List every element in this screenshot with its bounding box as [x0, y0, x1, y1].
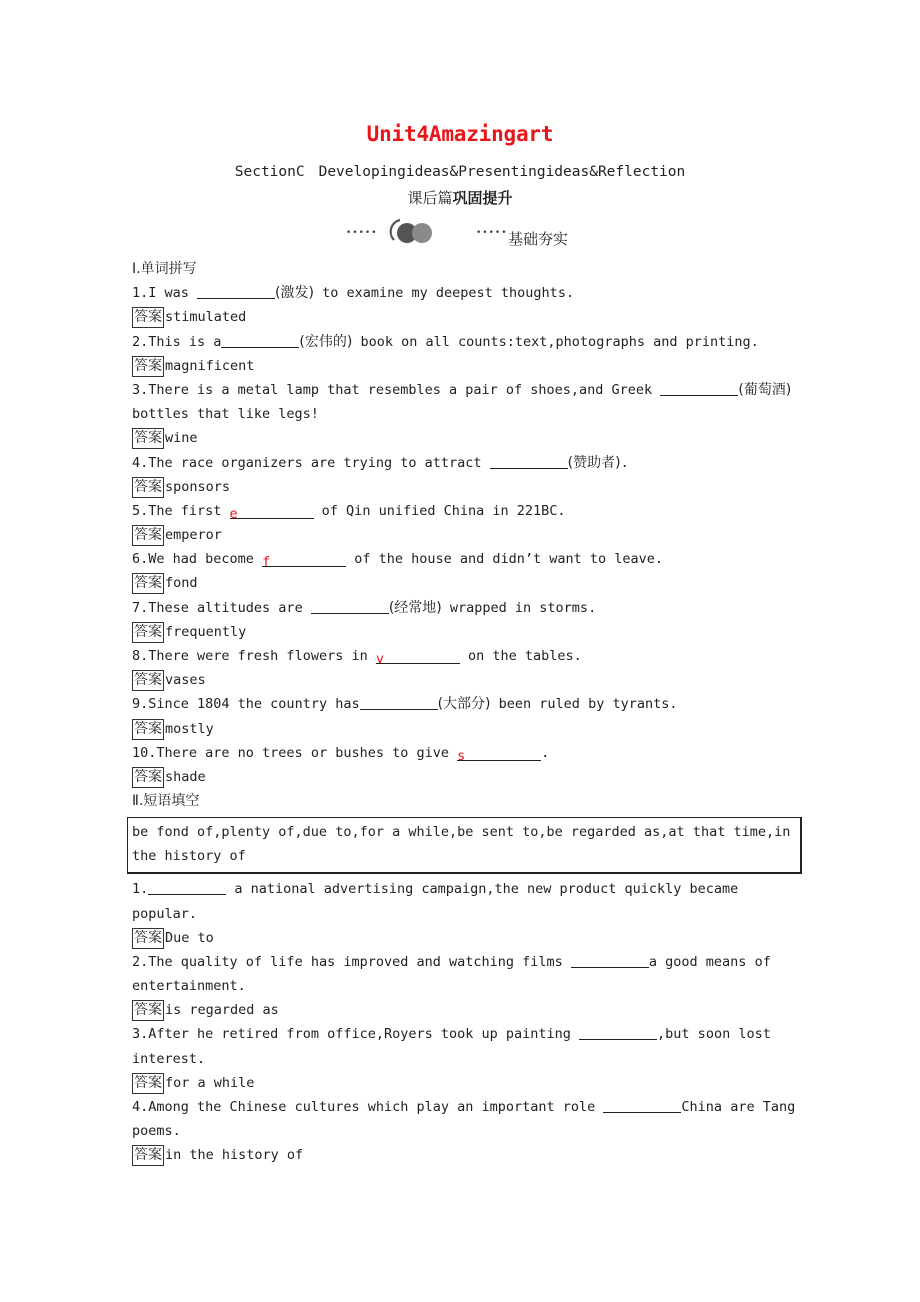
question-item — [132, 547, 802, 571]
answer-row — [132, 668, 802, 692]
answer-text: mostly — [165, 720, 214, 737]
answer-blank[interactable] — [360, 695, 438, 710]
answer-blank[interactable]: s — [457, 744, 541, 761]
question-text: of the house and didn’t want to leave. — [346, 551, 664, 568]
question-text: of Qin unified China in 221BC. — [313, 502, 566, 519]
answer-text: Due to — [165, 929, 214, 946]
question-item — [132, 741, 802, 765]
question-text: We had become — [148, 551, 263, 568]
answer-blank[interactable] — [490, 454, 568, 469]
question-text: to examine my deepest thoughts. — [313, 285, 575, 302]
chinese-hint: (葡萄酒) — [738, 381, 792, 398]
answer-label: 答案 — [132, 573, 164, 594]
question-number: 10. — [132, 744, 157, 761]
answer-row — [132, 1071, 802, 1095]
section-subtitle — [0, 164, 920, 180]
question-item — [132, 499, 802, 523]
answer-text: frequently — [165, 623, 247, 640]
question-text: The first — [148, 502, 230, 519]
question-number: 1. — [132, 881, 149, 898]
question-number: 4. — [132, 1099, 149, 1115]
question-text: ,but soon lost — [657, 1026, 771, 1043]
answer-blank[interactable] — [311, 599, 389, 614]
answer-text: in the history of — [165, 1147, 304, 1164]
question-number: 2. — [132, 953, 149, 970]
answer-text: stimulated — [165, 309, 247, 326]
basics-label: 基础夯实 — [508, 230, 569, 248]
question-text: . — [541, 744, 550, 761]
answer-label: 答案 — [132, 356, 164, 377]
question-text: The race organizers are trying to attract — [148, 454, 490, 471]
question-continuation: popular. — [132, 905, 198, 922]
question-text: I was — [148, 285, 198, 302]
question-text: China are Tang — [681, 1099, 796, 1115]
question-number: 7. — [132, 599, 149, 616]
question-number: 5. — [132, 502, 149, 519]
answer-row — [132, 523, 802, 547]
answer-blank[interactable]: e — [230, 502, 314, 519]
answer-blank[interactable] — [197, 284, 275, 299]
chinese-hint: (激发) — [275, 285, 314, 302]
question-text: a national advertising campaign,the new product quickly became — [226, 881, 739, 898]
answer-label: 答案 — [132, 1145, 164, 1166]
answer-blank[interactable] — [603, 1098, 681, 1113]
answer-label: 答案 — [132, 1073, 164, 1094]
question-text: on the tables. — [459, 648, 582, 664]
question-item — [132, 692, 802, 716]
question-text: Since 1804 the country has — [148, 696, 360, 713]
phrase-bank-line: be fond of,plenty of,due to,for a while,be sent to,be regarded as,at that time,in — [132, 824, 791, 841]
question-text: a good means of — [648, 953, 771, 970]
question-text: This is a — [148, 333, 222, 350]
question-number: 6. — [132, 551, 149, 568]
answer-row — [132, 571, 802, 595]
question-item — [132, 1095, 802, 1119]
answer-blank[interactable]: v — [376, 647, 460, 664]
question-item — [132, 644, 802, 668]
answer-blank[interactable] — [579, 1025, 657, 1040]
section-topic: Developingideas&Presentingideas&Reflection — [318, 164, 686, 180]
answer-text: sponsors — [165, 478, 231, 495]
phrase-bank-line: the history of — [132, 848, 246, 865]
answer-blank[interactable] — [221, 333, 299, 348]
answer-text: for a while — [165, 1074, 255, 1091]
question-item — [132, 330, 802, 354]
answer-label: 答案 — [132, 1000, 164, 1021]
consolidation-label: 巩固提升 — [452, 189, 513, 207]
chinese-hint: (宏伟的) — [299, 333, 353, 350]
question-number: 4. — [132, 454, 149, 471]
exercise-content — [132, 257, 802, 1168]
question-text: wrapped in storms. — [441, 599, 597, 616]
question-item — [132, 596, 802, 620]
answer-blank[interactable] — [571, 953, 649, 968]
dots-right: ••••• — [476, 228, 508, 238]
question-number: 1. — [132, 285, 149, 302]
question-continuation: poems. — [132, 1123, 181, 1140]
question-item — [132, 877, 802, 901]
question-text: There were fresh flowers in — [148, 648, 376, 664]
answer-label: 答案 — [132, 525, 164, 546]
question-number: 9. — [132, 696, 149, 713]
answer-label: 答案 — [132, 307, 164, 328]
answer-label: 答案 — [132, 670, 164, 691]
answer-label: 答案 — [132, 428, 164, 449]
question-text: Among the Chinese cultures which play an important role — [148, 1099, 604, 1115]
answer-label: 答案 — [132, 928, 164, 949]
section-heading-spelling: Ⅰ.单词拼写 — [132, 261, 197, 277]
answer-row — [132, 475, 802, 499]
answer-text: wine — [165, 430, 198, 447]
question-continuation: bottles that like legs! — [132, 406, 319, 423]
answer-row — [132, 426, 802, 450]
answer-text: fond — [165, 575, 198, 592]
answer-text: shade — [165, 768, 206, 785]
chinese-hint: (大部分) — [437, 696, 491, 713]
question-continuation: interest. — [132, 1050, 206, 1067]
answer-label: 答案 — [132, 477, 164, 498]
answer-row — [132, 1143, 802, 1167]
question-item — [132, 378, 802, 402]
question-text: There are no trees or bushes to give — [156, 744, 458, 761]
answer-blank[interactable]: f — [262, 550, 346, 567]
question-number: 2. — [132, 333, 149, 350]
answer-blank[interactable] — [660, 381, 738, 396]
question-number: 3. — [132, 381, 149, 398]
after-class-heading — [0, 187, 920, 208]
question-number: 3. — [132, 1026, 149, 1043]
question-item — [132, 451, 802, 475]
answer-row — [132, 717, 802, 741]
phrase-bank-box — [127, 817, 802, 874]
chinese-hint: (赞助者) — [567, 454, 621, 471]
answer-row — [132, 620, 802, 644]
question-text: . — [620, 454, 629, 471]
dots-left: ••••• — [346, 228, 378, 238]
answer-label: 答案 — [132, 767, 164, 788]
answer-text: is regarded as — [165, 1002, 279, 1019]
circles-icon — [384, 216, 442, 246]
question-item — [132, 950, 802, 974]
basics-banner — [344, 216, 584, 246]
after-class-label: 课后篇 — [407, 189, 453, 207]
question-item — [132, 1022, 802, 1046]
question-text: been ruled by tyrants. — [490, 696, 678, 713]
question-item — [132, 281, 802, 305]
question-text: These altitudes are — [148, 599, 311, 616]
answer-row — [132, 305, 802, 329]
question-text: The quality of life has improved and watching films — [148, 953, 571, 970]
answer-row — [132, 926, 802, 950]
section-heading-phrases: Ⅱ.短语填空 — [132, 793, 200, 810]
chinese-hint: (经常地) — [388, 599, 442, 616]
answer-row — [132, 998, 802, 1022]
page-title: Unit4Amazingart — [366, 122, 554, 146]
question-continuation: entertainment. — [132, 978, 246, 995]
question-number: 8. — [132, 648, 149, 664]
answer-label: 答案 — [132, 622, 164, 643]
answer-row — [132, 354, 802, 378]
answer-row — [132, 765, 802, 789]
question-text: book on all counts:text,photographs and printing. — [352, 333, 759, 350]
answer-text: emperor — [165, 527, 222, 544]
question-text: After he retired from office,Royers took up painting — [148, 1026, 580, 1043]
answer-label: 答案 — [132, 719, 164, 740]
answer-text: magnificent — [165, 357, 255, 374]
section-label: SectionC — [234, 164, 305, 180]
answer-text: vases — [165, 672, 206, 689]
answer-blank[interactable] — [148, 880, 226, 895]
question-text: There is a metal lamp that resembles a pair of shoes,and Greek — [148, 381, 661, 398]
